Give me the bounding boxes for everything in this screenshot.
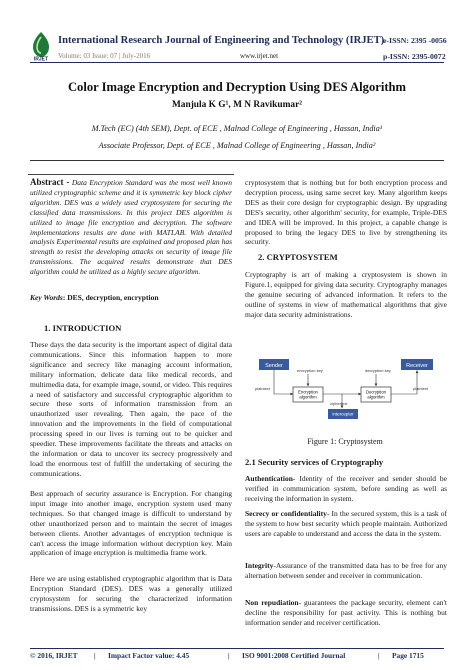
footer-copyright: © 2016, IRJET <box>30 651 78 660</box>
keywords <box>30 293 232 303</box>
interceptor-label: interceptor <box>332 411 354 417</box>
footer-rule <box>30 648 444 649</box>
footer-impact-factor: Impact Factor value: 4.45 <box>108 651 190 660</box>
keywords-label: Key Words <box>30 293 63 302</box>
decryption-key-label: decryption key <box>365 368 391 373</box>
svg-text:Decryption: Decryption <box>365 389 387 395</box>
secrecy-para: Secrecy or confidentiality- In the secured system, this is a task of the system to how best security which people maintain. Authorized users are capable to understand and access the data in the system. <box>245 509 448 538</box>
svg-text:algorithm: algorithm <box>367 394 385 400</box>
affiliation-1: M.Tech (EC) (4th SEM), Dept. of ECE , Malnad College of Engineering , Hassan, India¹ <box>91 124 383 133</box>
keywords-text: : DES, decryption, encryption <box>62 293 159 302</box>
intro-para-2: Best approach of security assurance is Encryption. For changing input image into another image, encryption system used many techniques. So that changed image is difficult to understand by other unauthorized person and to maintain the secret of images between clients. Another advantages of encryption technique is can't access the image information without decryption key. Main application of image encryption is multimedia frame work. <box>30 489 232 558</box>
svg-text:Encryption: Encryption <box>298 389 318 395</box>
intro-para-1: These days the data security is the important aspect of digital data communications. Since this information happen to more significance and secrecy like managing account information, military information, delicate data like medical records, and multimedia data, for example image, sound, or video. This requires a need of satisfactory and successful cryptographic algorithm to secure these sorts of information transmission from an unauthorized user revealing. Then again, the pace of the innovation and the improvements in the field of computational processing speed in our lives is turning out to be quicker and speedier. These improvements facilitate the threats and attacks on the information or data to uncover its secrecy progressively and load the enormous test of fulfill the undertaking of securing the communications. <box>30 340 232 478</box>
ciphertext-label: ciphertext <box>330 401 348 406</box>
cryptosystem-figure <box>245 358 445 422</box>
plaintext-left-label: plaintext <box>255 386 270 391</box>
title-rule <box>30 160 444 161</box>
pissn: p-ISSN: 2395-0072 <box>383 52 446 61</box>
cryptosystem-text: Cryptography is art of making a cryptosystem is shown in Figure.1, equipped for giving data security. Cryptography manages the genuine securing of advanced information. It refers to the outline of systems in view of mathematical algorithms that give major data security administrations. <box>245 270 447 319</box>
cryptosystem-heading: 2. CRYPTOSYSTEM <box>258 252 338 262</box>
non-repudiation-para: Non repudiation- guarantees the package security, element can't decline the responsibility for past activity. This is nothing but information sender and receiver certification. <box>245 598 447 627</box>
abstract <box>30 178 232 277</box>
abstract-text: Data Encryption Standard was the most well known utilized cryptographic scheme and it is symmetric key block cipher algorithm. DES was a widely used cryptosystem for securing the classified data transmissions. In this project DES algorithm is utilized to image file encryption and decryption. The software implementations results are done with MATLAB. With detailed analysis Experimental results are explained and proposed plan has strength to resist the developing attacks on security of image file transmissions. The acquired results demonstrate that DES algorithm could be utilized as a highly secure algorithm. <box>30 178 232 277</box>
intro-para-3: Here we are using established cryptographic algorithm that is Data Encryption Standard (DES). DES was a generally utilized cryptosystem for securing the characterized information transmissions. DES is a symmetric key <box>30 574 232 613</box>
security-services-heading: 2.1 Security services of Cryptography <box>245 457 384 467</box>
intro-heading: 1. INTRODUCTION <box>44 323 122 333</box>
figure-caption: Figure 1: Cryptosystem <box>307 437 383 446</box>
logo-text: IRJET <box>33 56 49 61</box>
authentication-para: Authentication- Identity of the receiver and sender should be verified in communication system, before sending as well as receiving the information in system. <box>245 474 447 503</box>
volume-info: Volume: 03 Issue: 07 | July-2016 <box>58 52 151 60</box>
sender-label: Sender <box>265 362 283 369</box>
plaintext-right-label: plaintext <box>413 386 428 391</box>
integrity-para: Integrity-Assurance of the transmitted data has to be free for any alternation between sender and receiver in communication. <box>245 561 447 580</box>
receiver-label: Receiver <box>406 362 428 369</box>
journal-website-link[interactable]: www.irjet.net <box>240 52 279 60</box>
paper-title: Color Image Encryption and Decryption Using DES Algorithm <box>67 80 407 94</box>
eissn: e-ISSN: 2395 -0056 <box>383 36 447 45</box>
irjet-logo <box>30 31 52 61</box>
svg-text:algorithm: algorithm <box>299 394 317 400</box>
affiliation-2: Associate Professor, Dept. of ECE , Malnad College of Engineering , Hassan, India² <box>98 141 376 150</box>
footer-page: Page 1715 <box>392 651 424 660</box>
right-intro-continuation: cryptosystem that is nothing but for both encryption process and decryption process, using same secret key. Many algorithm keeps DES as their core design for cryptographic design. By upgrading DES's security, other algorithm' security, for example, Triple-DES and IDEA will be improved. In this project, a capable change is proposed to bring the legacy DES to live by strengthening its security. <box>245 178 447 247</box>
encryption-key-label: encryption key <box>297 368 323 373</box>
abstract-heading: Abstract - <box>30 177 70 187</box>
authors: Manjula K G¹, M N Ravikumar² <box>171 100 303 110</box>
journal-title: International Research Journal of Engineering and Technology (IRJET) <box>58 35 385 46</box>
header-rule <box>30 62 444 63</box>
footer: © 2016, IRJET | Impact Factor value: 4.45 | ISO 9001:2008 Certified Journal | Page 1715 <box>30 651 424 660</box>
footer-iso: ISO 9001:2008 Certified Journal <box>242 651 346 660</box>
